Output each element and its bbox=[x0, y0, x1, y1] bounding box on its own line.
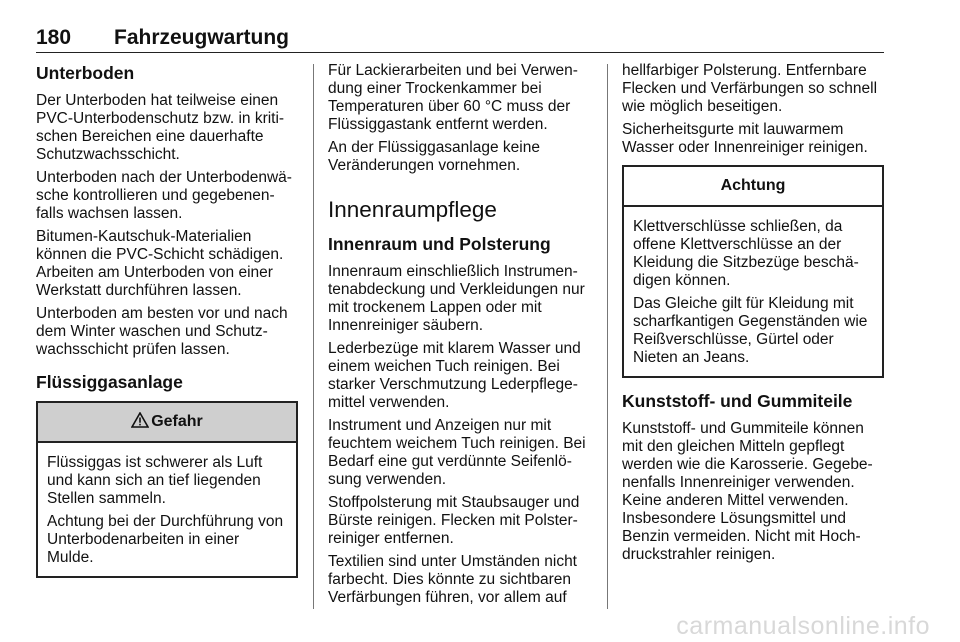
paragraph: Der Unterboden hat teilweise einen PVC-Unterbodenschutz bzw. in kriti-schen Bereichen eine dauerhafte Schutzwachsschicht. bbox=[36, 92, 285, 163]
caution-box-title: Achtung bbox=[720, 177, 786, 194]
paragraph: Flüssiggas ist schwerer als Luft und kann sich an tief liegenden Stellen sammeln. bbox=[47, 454, 263, 507]
paragraph: Unterboden am besten vor und nach dem Winter waschen und Schutz-wachsschicht prüfen lassen. bbox=[36, 305, 288, 358]
paragraph: Das Gleiche gilt für Kleidung mit scharfkantigen Gegenständen wie Reißverschlüsse, Gürtel oder Nieten an Jeans. bbox=[633, 295, 868, 366]
caution-box-header bbox=[624, 167, 882, 207]
paragraph: Kunststoff- und Gummiteile können mit den gleichen Mitteln gepflegt werden wie die Karosserie. Gegebe-nenfalls Innenreiniger verwenden. Keine anderen Mittel verwenden. Insbesondere Lösungsmittel und Benzin vermeiden. Nicht mit Hoch-druckstrahler reinigen. bbox=[622, 420, 873, 563]
paragraph: An der Flüssiggasanlage keine Veränderungen vornehmen. bbox=[328, 139, 540, 174]
section-title: Innenraumpflege bbox=[328, 197, 497, 222]
heading-fluessiggasanlage: Flüssiggasanlage bbox=[36, 372, 183, 392]
column-divider bbox=[313, 64, 314, 609]
paragraph: Für Lackierarbeiten und bei Verwen-dung einer Trockenkammer bei Temperaturen über 60 °C muss der Flüssiggastank entfernt werden. bbox=[328, 62, 578, 133]
watermark: carmanualsonline.info bbox=[676, 612, 930, 640]
page-header bbox=[36, 26, 884, 53]
danger-box-title: Gefahr bbox=[151, 413, 203, 430]
warning-triangle-icon bbox=[131, 412, 149, 433]
danger-box bbox=[36, 401, 298, 578]
column-right bbox=[622, 62, 884, 569]
danger-box-header bbox=[38, 403, 296, 443]
subheading-innenraum: Innenraum und Polsterung bbox=[328, 234, 551, 254]
paragraph: Klettverschlüsse schließen, da offene Klettverschlüsse an der Kleidung die Sitzbezüge beschä-digen können. bbox=[633, 218, 859, 289]
caution-box bbox=[622, 165, 884, 378]
paragraph: Achtung bei der Durchführung von Unterbodenarbeiten in einer Mulde. bbox=[47, 513, 284, 566]
danger-box-body bbox=[38, 443, 296, 576]
paragraph: Instrument und Anzeigen nur mit feuchtem weichem Tuch reinigen. Bei Bedarf eine gut verdünnte Seifenlö-sung verwenden. bbox=[328, 417, 586, 488]
paragraph: Bitumen-Kautschuk-Materialien können die PVC-Schicht schädigen. Arbeiten am Unterboden von einer Werkstatt durchführen lassen. bbox=[36, 228, 284, 299]
page-number: 180 bbox=[36, 26, 72, 49]
paragraph: Lederbezüge mit klarem Wasser und einem weichen Tuch reinigen. Bei starker Verschmutzung Lederpflege-mittel verwenden. bbox=[328, 340, 581, 411]
caution-box-body bbox=[624, 207, 882, 376]
paragraph: Unterboden nach der Unterbodenwä-sche kontrollieren und gegebenen-falls wachsen lassen. bbox=[36, 169, 292, 222]
paragraph: Stoffpolsterung mit Staubsauger und Bürste reinigen. Flecken mit Polster-reiniger entfernen. bbox=[328, 494, 580, 547]
paragraph: Textilien sind unter Umständen nicht farbecht. Dies könnte zu sichtbaren Verfärbungen führen, vor allem auf bbox=[328, 553, 577, 606]
column-middle bbox=[328, 62, 592, 612]
heading-unterboden: Unterboden bbox=[36, 63, 135, 83]
column-divider bbox=[607, 64, 608, 609]
running-title: Fahrzeugwartung bbox=[114, 26, 290, 49]
paragraph: Innenraum einschließlich Instrumen-tenabdeckung und Verkleidungen nur mit trockenem Lappen oder mit Innenreiniger säubern. bbox=[328, 263, 585, 334]
heading-kunststoff: Kunststoff- und Gummiteile bbox=[622, 391, 853, 411]
column-left bbox=[36, 62, 298, 578]
paragraph: hellfarbiger Polsterung. Entfernbare Flecken und Verfärbungen so schnell wie möglich beseitigen. bbox=[622, 62, 878, 115]
paragraph: Sicherheitsgurte mit lauwarmem Wasser oder Innenreiniger reinigen. bbox=[622, 121, 868, 156]
